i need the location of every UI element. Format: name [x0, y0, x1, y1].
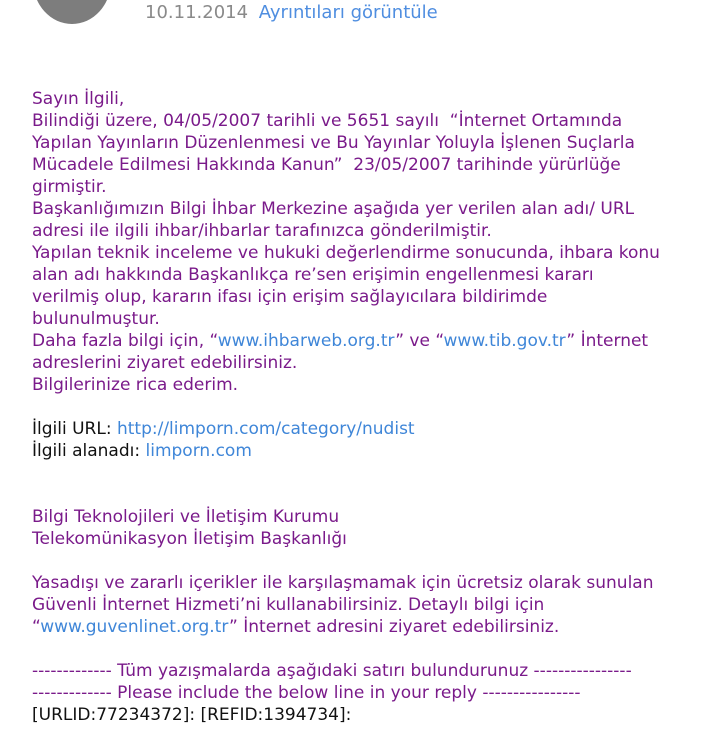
message-body: [32, 88, 702, 726]
view-details-link[interactable]: Ayrıntıları görüntüle: [258, 2, 438, 23]
related-url-line: [32, 418, 702, 440]
letter-line: alan adı hakkında Başkanlıkça re’sen erişimin engellenmesi kararı: [32, 265, 594, 285]
letter-line: adreslerini ziyaret edebilirsiniz.: [32, 353, 298, 373]
message-header: [145, 1, 438, 25]
letter-line: Bilindiği üzere, 04/05/2007 tarihli ve 5651 sayılı “İnternet Ortamında: [32, 111, 623, 131]
related-domain-label: İlgili alanadı:: [32, 441, 146, 461]
more-info-text: ” ve “: [395, 331, 444, 351]
notice-line: Güvenli İnternet Hizmeti’ni kullanabilirsiniz. Detaylı bilgi için: [32, 595, 545, 615]
more-info-text: Daha fazla bilgi için, “: [32, 331, 218, 351]
letter-line: Yapılan teknik inceleme ve hukuki değerlendirme sonucunda, ihbara konu: [32, 243, 660, 263]
closing-line: Bilgilerinize rica ederim.: [32, 375, 239, 395]
letter-line: Yapılan Yayınların Düzenlenmesi ve Bu Yayınlar Yoluyla İşlenen Suçlarla: [32, 133, 635, 153]
related-url-label: İlgili URL:: [32, 419, 117, 439]
notice-line: Yasadışı ve zararlı içerikler ile karşılaşmamak için ücretsiz olarak sunulan: [32, 573, 654, 593]
related-domain-link[interactable]: limporn.com: [145, 441, 252, 461]
ihbarweb-link[interactable]: www.ihbarweb.org.tr: [217, 331, 396, 351]
signature-org: Bilgi Teknolojileri ve İletişim Kurumu: [32, 507, 340, 527]
letter-line: verilmiş olup, kararın ifası için erişim sağlayıcılara bildirimde: [32, 287, 548, 307]
notice-link-line: [32, 616, 702, 638]
notice-text: “: [32, 617, 41, 637]
tib-link[interactable]: www.tib.gov.tr: [443, 331, 567, 351]
signature-dept: Telekomünikasyon İletişim Başkanlığı: [32, 529, 347, 549]
letter-line: adresi ile ilgili ihbar/ihbarlar tarafınızca gönderilmiştir.: [32, 221, 492, 241]
letter-line: bulunulmuştur.: [32, 309, 160, 329]
sender-avatar[interactable]: [33, 0, 111, 24]
guvenlinet-link[interactable]: www.guvenlinet.org.tr: [40, 617, 230, 637]
message-date: 10.11.2014: [145, 2, 249, 23]
letter-line: Mücadele Edilmesi Hakkında Kanun” 23/05/2007 tarihinde yürürlüğe: [32, 155, 621, 175]
reference-ids: [URLID:77234372]: [REFID:1394734]:: [32, 705, 352, 725]
notice-text: ” İnternet adresini ziyaret edebilirsiniz.: [229, 617, 560, 637]
related-url-link[interactable]: http://limporn.com/category/nudist: [116, 419, 415, 439]
more-info-line: [32, 330, 702, 352]
letter-line: Başkanlığımızın Bilgi İhbar Merkezine aşağıda yer verilen alan adı/ URL: [32, 199, 635, 219]
footer-divider-en: ------------- Please include the below line in your reply ----------------: [32, 683, 581, 703]
letter-line: girmiştir.: [32, 177, 107, 197]
greeting: Sayın İlgili,: [32, 89, 125, 109]
more-info-text: ” İnternet: [566, 331, 649, 351]
footer-divider-tr: ------------- Tüm yazışmalarda aşağıdaki satırı bulundurunuz ----------------: [32, 661, 632, 681]
related-domain-line: [32, 440, 702, 462]
